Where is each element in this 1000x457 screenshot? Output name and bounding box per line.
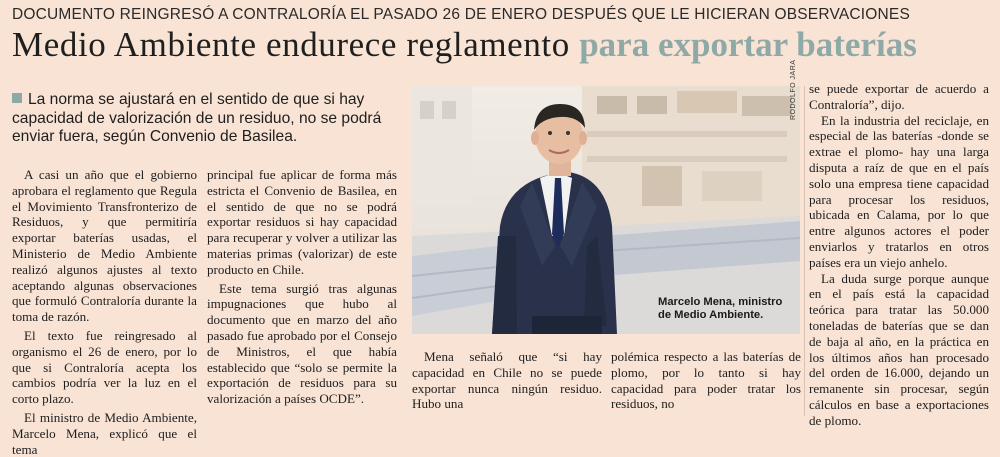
body-paragraph: se puede exportar de acuerdo a Contraloría”, dijo. <box>809 81 989 112</box>
body-column-2 <box>207 167 397 407</box>
body-paragraph: Este tema surgió tras algunas impugnaciones que hubo al documento que en marzo del año pasado fue aprobado por el Consejo de Ministros, el que había establecido que “solo se permite la exportación de residuos para su valorización a países OCDE”. <box>207 280 397 407</box>
body-paragraph: El texto fue reingresado al organismo el 26 de enero, por lo que si Contraloría acepta los cambios podría ver la luz en el corto plazo. <box>12 327 197 407</box>
body-paragraph: Mena señaló que “si hay capacidad en Chile no se puede exportar nunca ningún residuo. Hubo una <box>412 349 602 412</box>
body-column-3 <box>412 349 602 412</box>
lede-text: La norma se ajustará en el sentido de que si hay capacidad de valorización de un residuo, no se podrá enviar fuera, según Convenio de Basilea. <box>12 91 382 146</box>
headline-accent: para exportar baterías <box>579 25 917 64</box>
body-paragraph: principal fue aplicar de forma más estricta el Convenio de Basilea, en el sentido de que no se podrá exportar residuos si hay capacidad para recuperar y volver a utilizar las materias primas (valorizar) de este producto en Chile. <box>207 167 397 277</box>
photo-caption: Marcelo Mena, ministro de Medio Ambiente. <box>658 296 783 321</box>
body-paragraph: En la industria del reciclaje, en especial de las baterías -donde se extrae el plomo- hay una larga disputa a raíz de que en el país solo una empresa tiene capacidad para procesar los residuos, ubicada en Calama, por lo que entre algunos actores el poder enviarlos y tratarlos en otros países era un viejo anhelo. <box>809 112 989 270</box>
body-paragraph: El ministro de Medio Ambiente, Marcelo Mena, explicó que el tema <box>12 409 197 457</box>
body-column-4 <box>611 349 801 412</box>
body-paragraph: A casi un año que el gobierno aprobara el reglamento que Regula el Movimiento Transfronterizo de Residuos, y que permitiría exportar baterías usadas, el Ministerio de Medio Ambiente realizó algunos ajustes al texto aceptando algunas observaciones que formuló Contraloría durante la toma de razón. <box>12 167 197 325</box>
kicker: DOCUMENTO REINGRESÓ A CONTRALORÍA EL PASADO 26 DE ENERO DESPUÉS QUE LE HICIERAN OBSERVACIONES <box>12 6 911 23</box>
body-column-5 <box>809 81 989 429</box>
column-divider <box>804 86 805 416</box>
body-paragraph: polémica respecto a las baterías de plomo, por lo tanto si hay capacidad para poder tratar los residuos, no <box>611 349 801 412</box>
photo-credit: RODOLFO JARA <box>790 59 797 120</box>
lede-square-icon <box>12 93 22 103</box>
body-column-1 <box>12 167 197 457</box>
headline-main: Medio Ambiente endurece reglamento <box>12 25 570 64</box>
photo-minister <box>412 86 800 334</box>
headline <box>12 25 917 65</box>
body-paragraph: La duda surge porque aunque en el país está la capacidad teórica para tratar las 50.000 toneladas de baterías que se dan de baja al año, en la práctica en los últimos años han procesado del orden de 16.000, dejando un remanente sin procesar, según cálculos en base a exportaciones de plomo. <box>809 270 989 428</box>
lede <box>12 91 397 147</box>
